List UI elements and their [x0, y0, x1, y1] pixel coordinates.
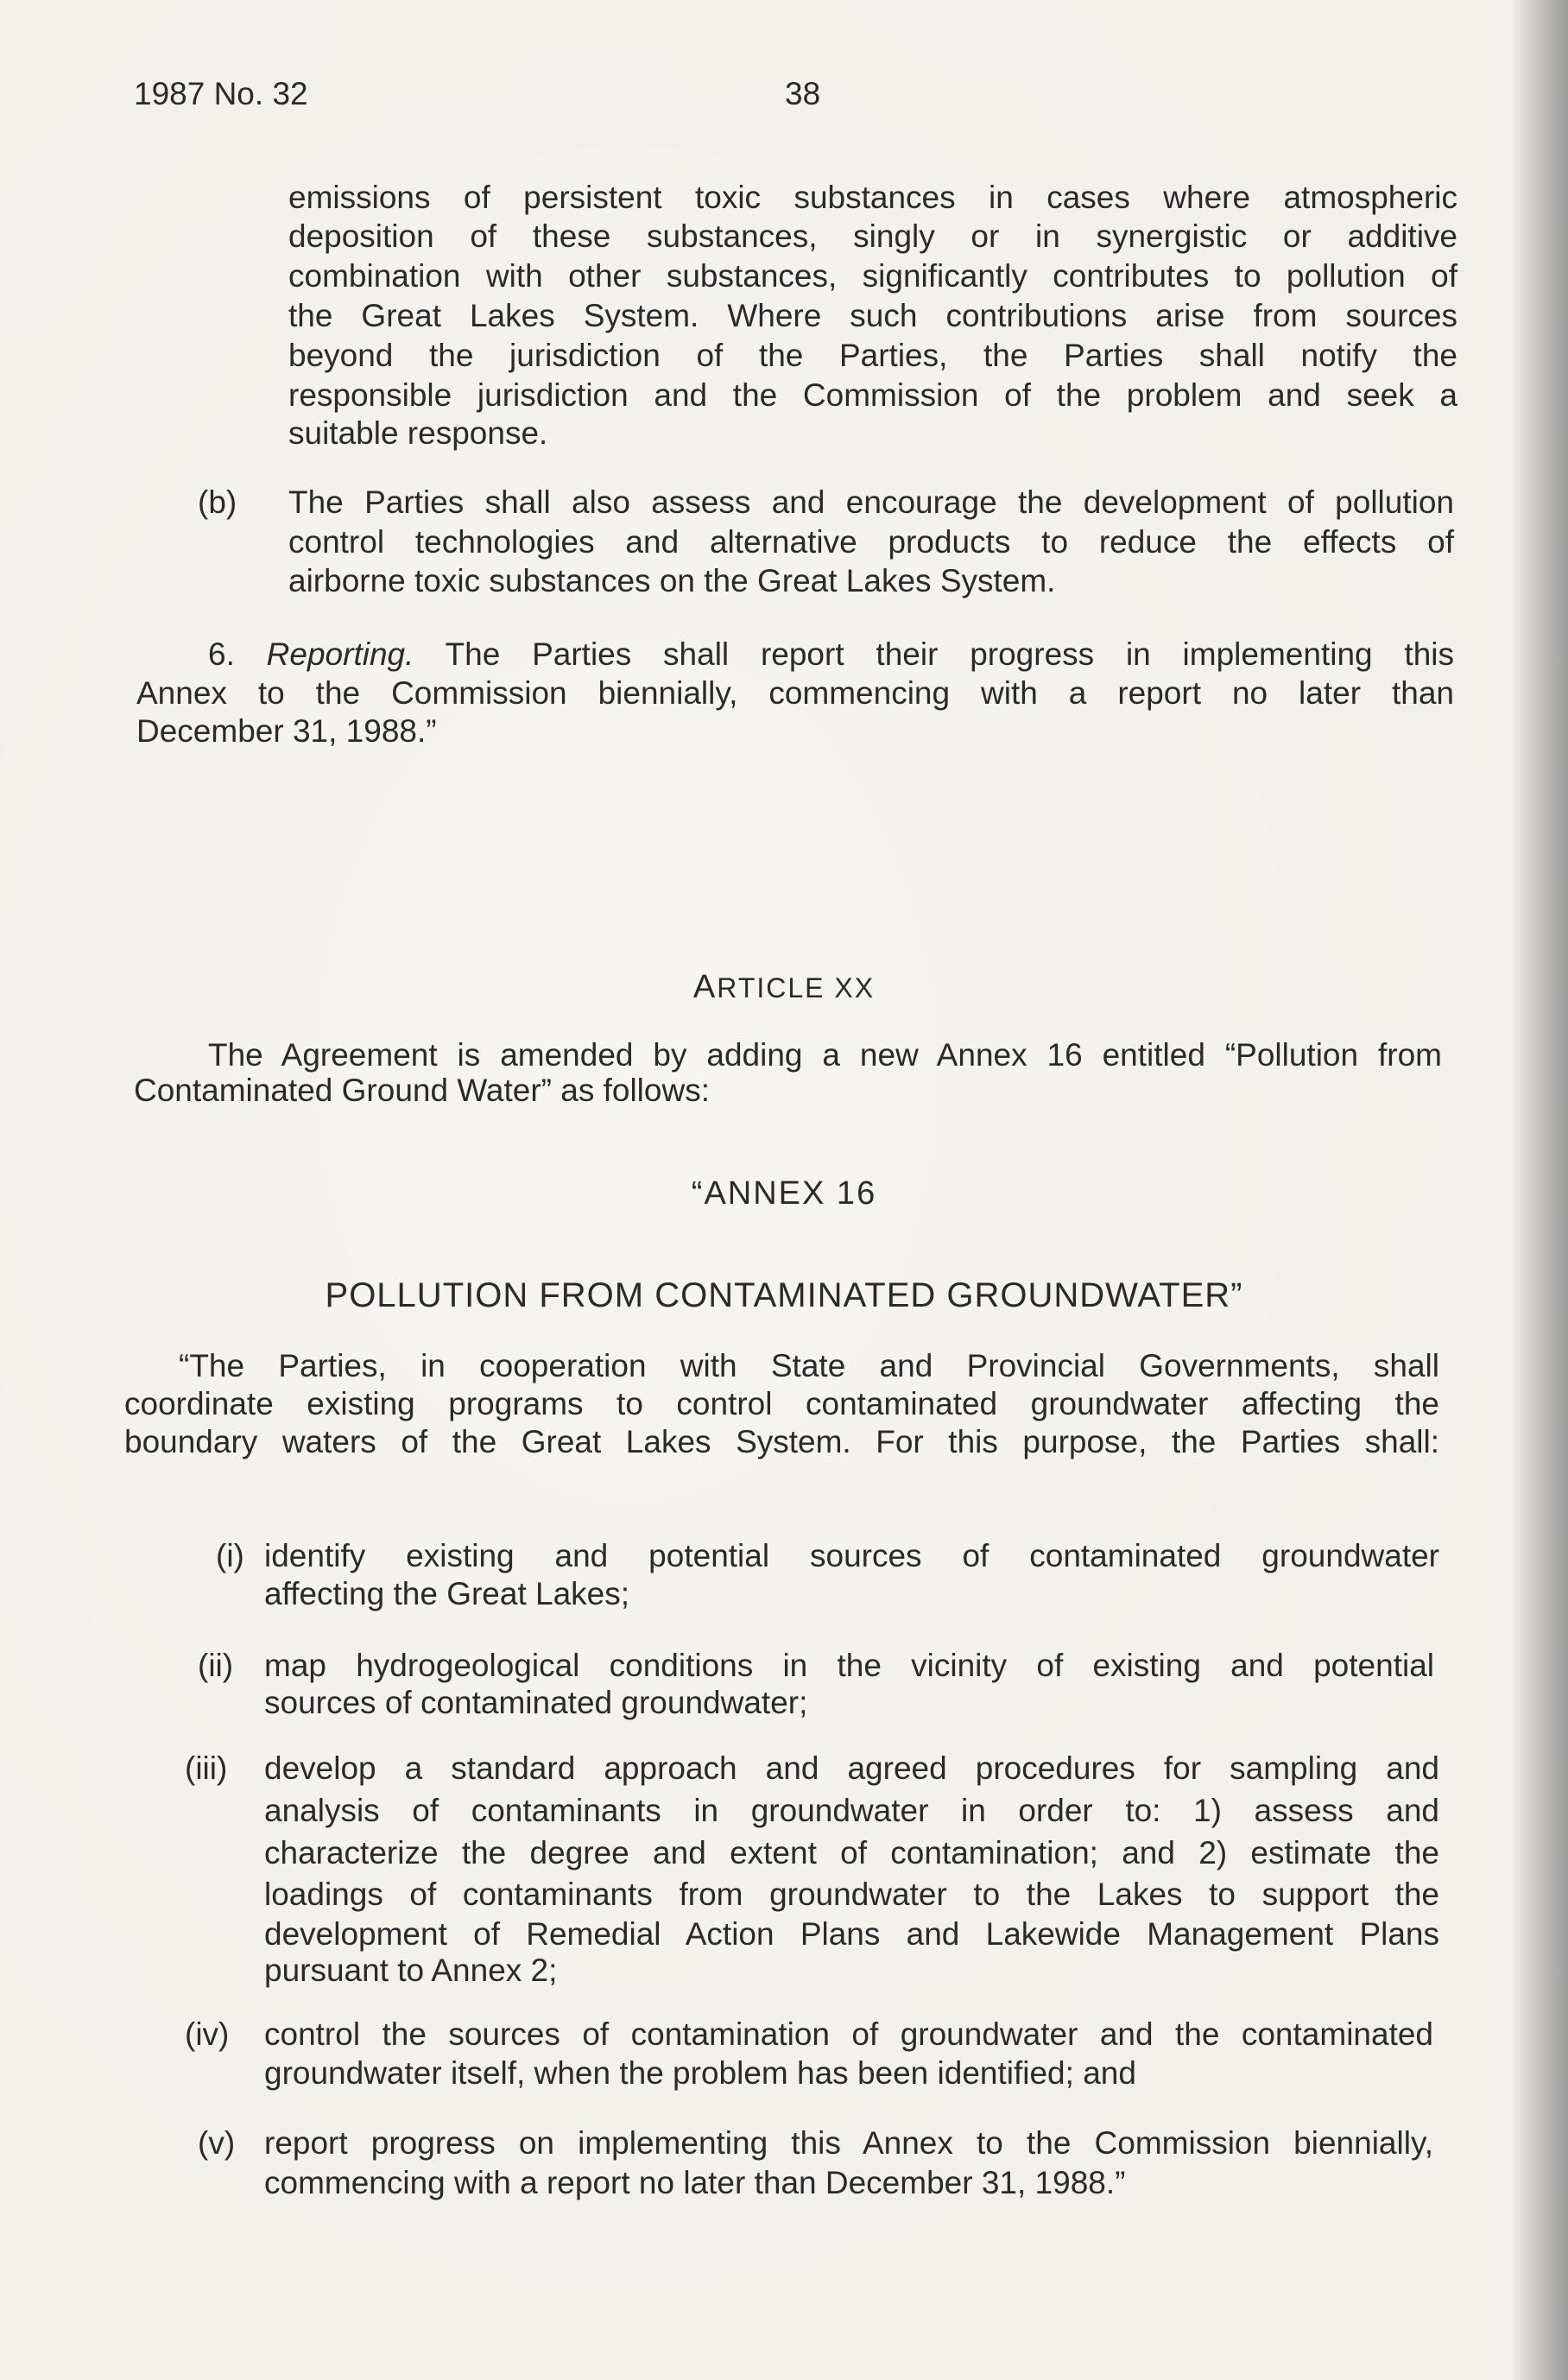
- annex-subtitle: POLLUTION FROM CONTAMINATED GROUNDWATER”: [325, 1276, 1243, 1314]
- annex-item-line: analysis of contaminants in groundwater in order to: 1) assess and: [264, 1793, 1439, 1828]
- annex-item-line: characterize the degree and extent of contamination; and 2) estimate the: [264, 1835, 1439, 1870]
- paragraph-line: responsible jurisdiction and the Commission of the problem and seek a: [288, 377, 1457, 413]
- section-6-line: The Parties shall report their progress in implementing this: [445, 636, 1454, 672]
- paragraph-line: combination with other substances, significantly contributes to pollution of: [288, 258, 1457, 294]
- annex-intro-line: “The Parties, in cooperation with State and Provincial Governments, shall: [179, 1348, 1439, 1383]
- annex-item-line: identify existing and potential sources of contaminated groundwater: [264, 1538, 1439, 1573]
- annex-item-line: affecting the Great Lakes;: [264, 1576, 630, 1611]
- section-6-line: December 31, 1988.”: [136, 713, 437, 749]
- annex-item-label: (iv): [185, 2016, 230, 2052]
- section-6-number: 6.: [208, 636, 235, 672]
- paragraph-line: the Great Lakes System. Where such contributions arise from sources: [288, 298, 1457, 333]
- annex-item-line: sources of contaminated groundwater;: [264, 1685, 808, 1720]
- annex-item-line: loadings of contaminants from groundwater to the Lakes to support the: [264, 1877, 1439, 1912]
- item-b-line: airborne toxic substances on the Great Lakes System.: [288, 563, 1056, 598]
- section-6-heading: Reporting.: [266, 636, 414, 672]
- annex-item-line: development of Remedial Action Plans and Lakewide Management Plans: [264, 1916, 1439, 1952]
- annex-item-label: (iii): [185, 1750, 228, 1786]
- annex-item-line: groundwater itself, when the problem has been identified; and: [264, 2055, 1136, 2091]
- annex-item-line: map hydrogeological conditions in the vicinity of existing and potential: [264, 1648, 1434, 1683]
- annex-item-label: (v): [198, 2125, 236, 2161]
- annex-item-line: commencing with a report no later than December 31, 1988.”: [264, 2165, 1126, 2200]
- article-line: Contaminated Ground Water” as follows:: [134, 1073, 710, 1108]
- section-6-first-line: [208, 636, 1454, 674]
- annex-item-label: (i): [216, 1538, 244, 1573]
- paragraph-line: suitable response.: [288, 415, 548, 451]
- annex-item-line: control the sources of contamination of groundwater and the contaminated: [264, 2016, 1433, 2052]
- annex-item-label: (ii): [198, 1648, 234, 1683]
- paragraph-line: beyond the jurisdiction of the Parties, the Parties shall notify the: [288, 338, 1457, 373]
- annex-intro-line: boundary waters of the Great Lakes System. For this purpose, the Parties shall:: [124, 1424, 1439, 1459]
- annex-item-line: pursuant to Annex 2;: [264, 1953, 558, 1988]
- document-reference: 1987 No. 32: [134, 76, 308, 111]
- paragraph-line: emissions of persistent toxic substances in cases where atmospheric: [288, 180, 1457, 215]
- annex-item-line: report progress on implementing this Annex to the Commission biennially,: [264, 2125, 1433, 2161]
- item-b-line: The Parties shall also assess and encourage the development of pollution: [288, 484, 1454, 520]
- annex-item-line: develop a standard approach and agreed procedures for sampling and: [264, 1750, 1439, 1786]
- annex-intro-line: coordinate existing programs to control contaminated groundwater affecting the: [124, 1386, 1439, 1421]
- paragraph-line: deposition of these substances, singly or in synergistic or additive: [288, 218, 1457, 254]
- section-6-line: Annex to the Commission biennially, commencing with a report no later than: [136, 675, 1454, 711]
- annex-title: “ANNEX 16: [691, 1175, 877, 1212]
- item-b-label: (b): [198, 484, 237, 520]
- item-b-line: control technologies and alternative products to reduce the effects of: [288, 524, 1454, 560]
- article-line: The Agreement is amended by adding a new Annex 16 entitled “Pollution from: [208, 1037, 1442, 1073]
- page-number: 38: [785, 76, 821, 111]
- article-heading: ARTICLE XX: [692, 969, 876, 1005]
